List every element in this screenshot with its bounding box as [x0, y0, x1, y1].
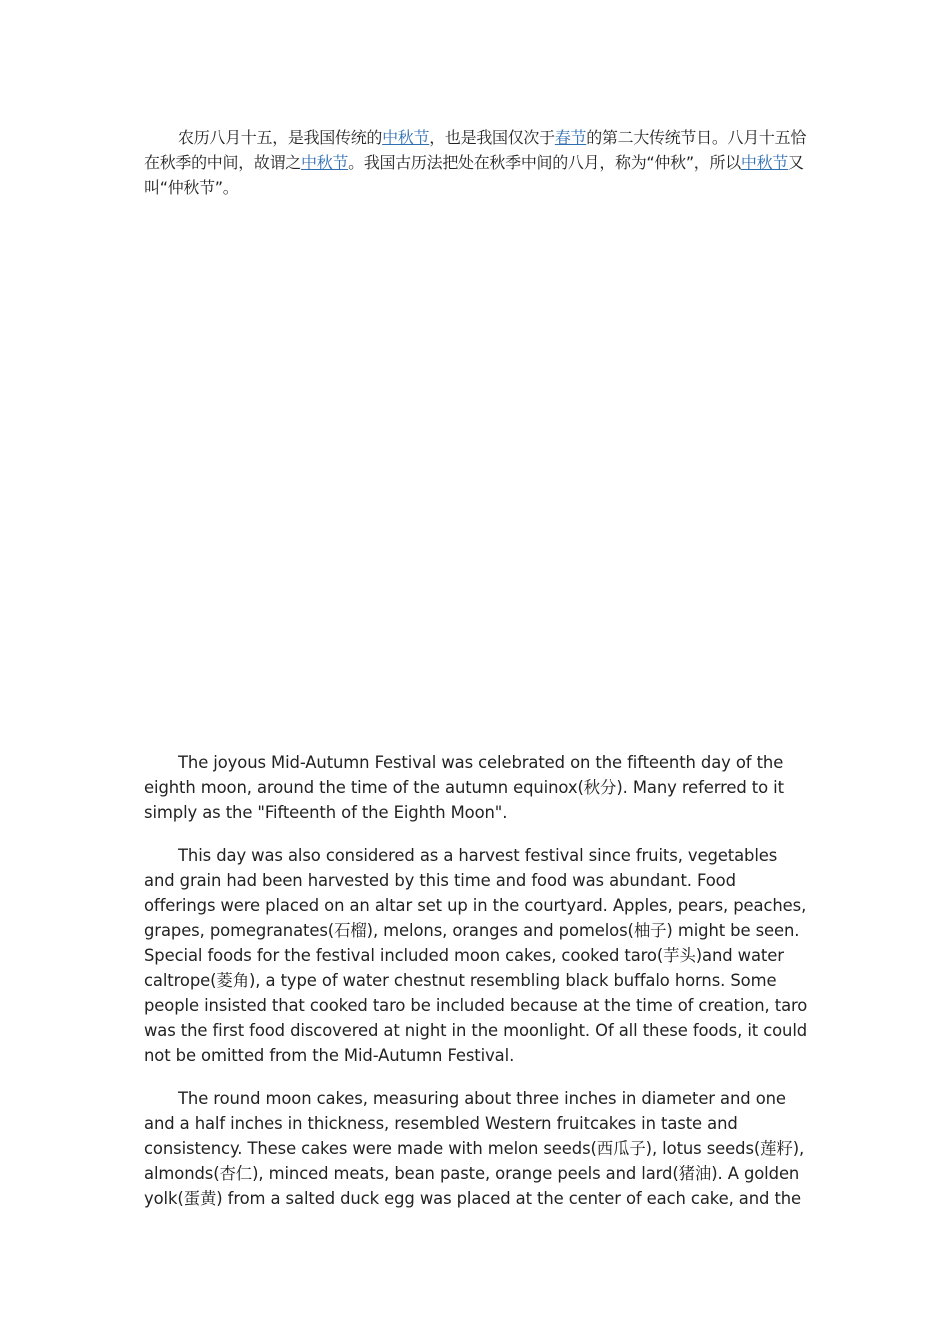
chinese-paragraph [144, 125, 812, 200]
mid-autumn-festival-link[interactable]: 中秋节 [301, 153, 349, 172]
chinese-text-segment: 农历八月十五，是我国传统的 [178, 128, 383, 147]
chinese-text-segment: ，也是我国仅次于 [429, 128, 555, 147]
english-paragraph-2: This day was also considered as a harvest festival since fruits, vegetables and grain had been harvested by this time and food was abundant. Food offerings were placed on an altar set up in the courtyard. Apples, pears, peaches, grapes, pomegranates(石榴), melons, oranges and pomelos(柚子) might be seen. Special foods for the festival included moon cakes, cooked taro(芋头)and water caltrope(菱角), a type of water chestnut resembling black buffalo horns. Some people insisted that cooked taro be included because at the time of creation, taro was the first food discovered at night in the moonlight. Of all these foods, it could not be omitted from the Mid-Autumn Festival. [144, 846, 808, 1065]
chinese-text-segment: 又叫“仲秋节”。 [144, 153, 804, 197]
chinese-text-segment: 的第二大传统节日。八月十五恰在秋季的中间，故谓之 [144, 128, 807, 172]
english-paragraph-3: The round moon cakes, measuring about three inches in diameter and one and a half inches in thickness, resembled Western fruitcakes in taste and consistency. These cakes were made with melon seeds(西瓜子), lotus seeds(莲籽), almonds(杏仁), minced meats, bean paste, orange peels and lard(猪油). A golden yolk(蛋黄) from a salted duck egg was placed at the center of each cake, and the [144, 1089, 805, 1208]
mid-autumn-festival-link[interactable]: 中秋节 [740, 153, 789, 172]
chinese-text-segment: 。我国古历法把处在秋季中间的八月，称为“仲秋”，所以 [348, 153, 741, 172]
spring-festival-link[interactable]: 春节 [554, 128, 587, 147]
mid-autumn-festival-link[interactable]: 中秋节 [382, 128, 430, 147]
english-text-block [144, 750, 812, 1229]
chinese-text-block [144, 125, 812, 200]
english-paragraph-1: The joyous Mid-Autumn Festival was celebrated on the fifteenth day of the eighth moon, around the time of the autumn equinox(秋分). Many referred to it simply as the "Fifteenth of the Eighth Moon". [144, 753, 784, 822]
